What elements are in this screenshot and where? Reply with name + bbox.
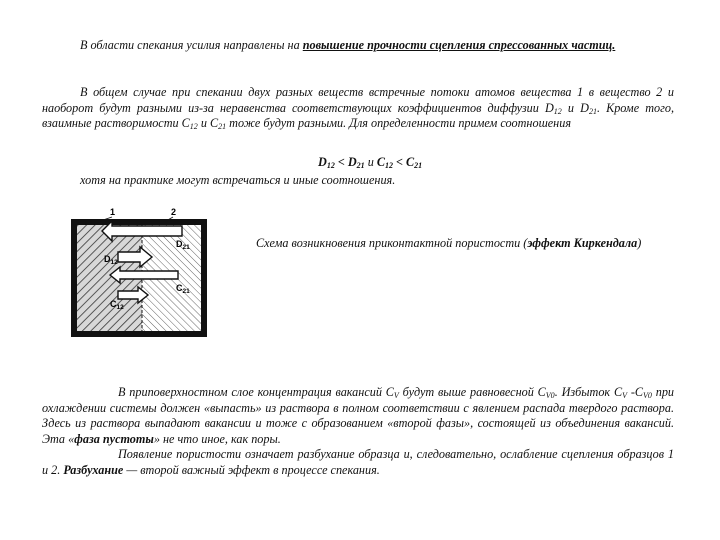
formula-c12: C [376, 155, 385, 169]
para3-sub-2: V0 [545, 391, 555, 400]
d21-letter: D [176, 239, 183, 249]
c21-sub: 21 [182, 288, 190, 295]
para2-sub-4: 21 [218, 122, 227, 132]
material-2-label: 2 [171, 207, 177, 217]
kirkendall-diagram [70, 207, 210, 339]
d12-letter: D [104, 254, 111, 264]
c12-sub: 12 [116, 304, 124, 311]
c21-letter: C [176, 283, 183, 293]
para1-text: В области спекания усилия направлены на [80, 38, 303, 52]
formula-lt-c21: < C [392, 155, 415, 169]
para3-text-3: . Избыток С [554, 385, 623, 399]
c12-letter: C [110, 299, 117, 309]
para2-text-2: и D [561, 100, 589, 115]
para2-text-4: и С [197, 116, 219, 131]
para3-sub-3: V [622, 391, 627, 400]
para2-sub-3: 12 [189, 122, 198, 132]
para2-sub-2: 21 [588, 106, 597, 116]
para2-text-3: . Кроме того, взаимные растворимости С [42, 100, 675, 131]
formula-and: и [364, 155, 377, 169]
d21-sub: 21 [182, 244, 190, 251]
para2-sub-1: 12 [553, 106, 562, 116]
formula-d12: D [318, 155, 327, 169]
para3-text-1: В приповерхностном слое концентрация вакансий С [118, 385, 394, 399]
para2-text-5: тоже будут разными. Для определенности примем соотношения [226, 116, 571, 131]
formula-d12-sub: 12 [326, 161, 335, 170]
formula-c12-sub: 12 [384, 161, 393, 170]
relation-formula [318, 155, 422, 171]
para3-sub-1: V [393, 391, 399, 400]
void-phase-term: фаза пустоты [74, 431, 154, 446]
para1-highlight: повышение прочности сцепления спрессованных частиц. [302, 38, 616, 52]
para4-text-1: Появление пористости означает разбухание образца и, следовательно, ослабление сцепления образцов 1 и 2. [42, 447, 674, 477]
d12-sub: 12 [110, 259, 118, 266]
para3-text-6: » не что иное, как поры. [153, 431, 281, 446]
swelling-term: Разбухание [63, 462, 124, 477]
para4-text-2: — второй важный эффект в процессе спекания. [123, 462, 380, 477]
figure-caption [256, 236, 641, 252]
caption-kirkendall-effect: эффект Киркендала [527, 236, 638, 250]
caption-text: Схема возникновения приконтактной пористости ( [256, 236, 528, 250]
para3-text-4: -С [626, 385, 644, 399]
material-1-label: 1 [110, 207, 116, 217]
formula-c21-sub: 21 [414, 161, 423, 170]
caption-end: ) [637, 236, 642, 250]
para3-text-2: будут выше равновесной С [398, 385, 546, 399]
formula-d21-sub: 21 [356, 161, 365, 170]
para3-sub-4: V0 [643, 391, 652, 400]
practice-note: хотя на практике могут встречаться и иные соотношения. [80, 173, 396, 187]
paragraph-diffusion [42, 85, 674, 132]
paragraph-vacancies [42, 385, 674, 479]
paragraph-sintering-goal [42, 38, 674, 54]
formula-lt-d21: < D [334, 155, 357, 169]
para3-text-5: при охлаждении системы должен «выпасть» из раствора в полном соответствии с явлением распада твердого раствора. Здесь из раствора выпадают вакансии и тоже с образованием «второй фазы», состоящей из объединения вакансий. Эта « [42, 385, 675, 446]
para2-text-1: В общем случае при спекании двух разных веществ встречные потоки атомов вещества 1 в вещество 2 и наоборот будут разными из-за неравенства соответствующих коэффициентов диффузии D [42, 85, 674, 115]
